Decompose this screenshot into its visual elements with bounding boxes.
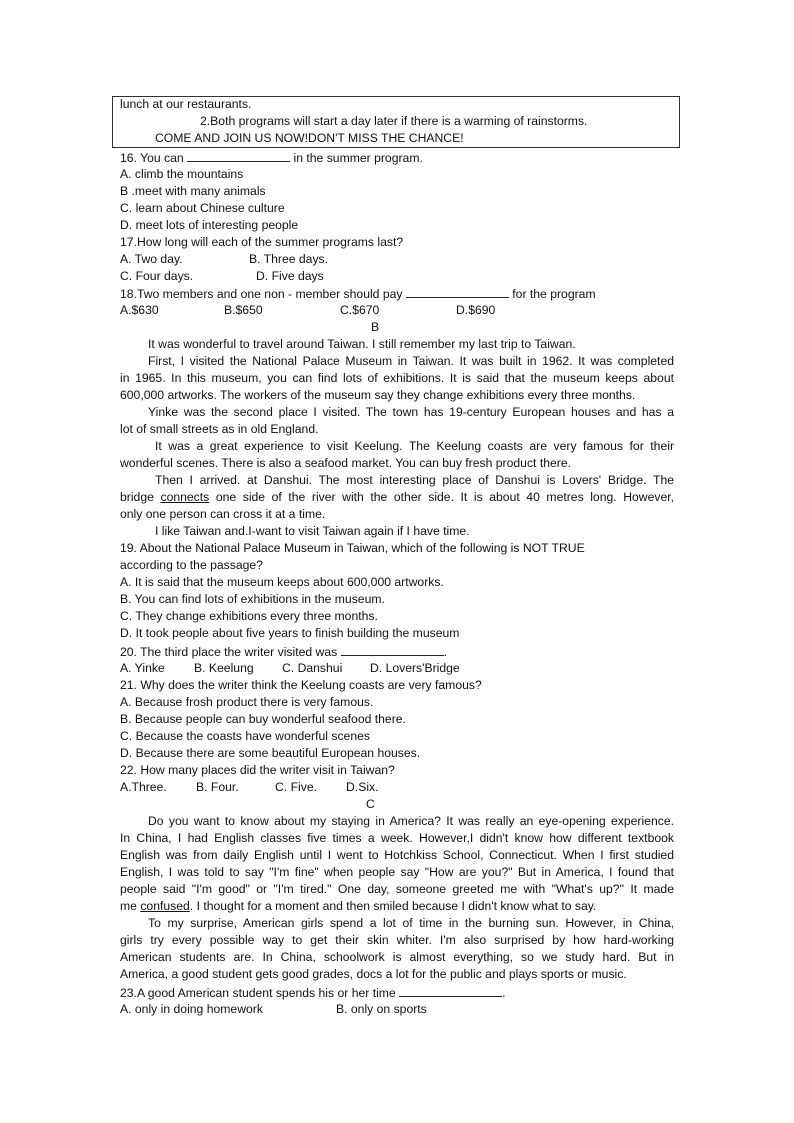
passage-c-para-1-line-1: Do you want to know about my staying in America? It was really an eye-opening experience. (148, 814, 674, 828)
notice-line-1: lunch at our restaurants. (120, 97, 252, 111)
q18-stem-end: for the program (512, 287, 596, 301)
q21-option-a: A. Because frosh product there is very famous. (120, 695, 374, 709)
notice-line-3: COME AND JOIN US NOW!DON'T MISS THE CHANCE! (155, 131, 464, 145)
text-segment: bridge (120, 490, 154, 504)
question-22-stem: 22. How many places did the writer visit in Taiwan? (120, 763, 395, 777)
q18-stem-start: 18.Two members and one non - member should pay (120, 287, 403, 301)
q23-option-a: A. only in doing homework (120, 1002, 263, 1016)
answer-blank (399, 984, 502, 997)
answer-blank (187, 149, 290, 162)
q18-option-d: D.$690 (456, 303, 496, 317)
passage-b-para-4-line-1: It was a great experience to visit Keelung. The Keelung coasts are very famous for their (155, 439, 674, 453)
q19-option-d: D. It took people about five years to finish building the museum (120, 626, 460, 640)
q22-option-a: A.Three. (120, 780, 167, 794)
passage-c-para-1-line-2: In China, I had English classes five times a week. However,I didn't know how different textbook (120, 831, 674, 845)
passage-b-para-5-line-3: only one person can cross it at a time. (120, 507, 326, 521)
passage-b-para-3-line-1: Yinke was the second place I visited. The town has 19-century European houses and has a (148, 405, 674, 419)
q22-option-c: C. Five. (275, 780, 317, 794)
q16-option-d: D. meet lots of interesting people (120, 218, 299, 232)
passage-c-para-2-line-4: America, a good student gets good grades, docs a lot for the public and plays sports or music. (120, 967, 627, 981)
passage-b-label: B (371, 320, 380, 334)
q20-option-b: B. Keelung (194, 661, 254, 675)
passage-b-para-3-line-2: lot of small streets as in old England. (120, 422, 319, 436)
passage-c-label: C (366, 797, 375, 811)
q19-option-b: B. You can find lots of exhibitions in the museum. (120, 592, 385, 606)
question-16-stem (120, 149, 423, 167)
passage-b-para-2-line-3: 600,000 artworks. The workers of the museum say they change exhibitions every three months. (120, 388, 636, 402)
passage-c-para-1-line-5: people said "I'm good" or "I'm tired." One day, someone greeted me with "What's up?" It made (120, 882, 674, 896)
passage-b-para-4-line-2: wonderful scenes. There is also a seafood market. You can buy fresh product there. (120, 456, 571, 470)
underlined-word-connects: connects (160, 490, 210, 504)
underlined-word-confused: confused (140, 899, 190, 913)
q20-stem-text: 20. The third place the writer visited was (120, 645, 338, 659)
q20-option-d: D. Lovers'Bridge (370, 661, 460, 675)
passage-b-para-5-line-1: Then I arrived. at Danshui. The most interesting place of Danshui is Lovers' Bridge. The (155, 473, 674, 487)
q18-option-c: C.$670 (340, 303, 380, 317)
q19-option-a: A. It is said that the museum keeps about 600,000 artworks. (120, 575, 444, 589)
text-segment: one side of the river with the other side. It is about 40 metres long. However, (215, 490, 675, 504)
q20-option-c: C. Danshui (282, 661, 343, 675)
q16-stem-start: 16. You can (120, 151, 184, 165)
passage-b-para-6: I like Taiwan and.I-want to visit Taiwan again if I have time. (155, 524, 470, 538)
passage-c-para-2-line-3: American students are. In China, schoolwork is almost everything, so we study hard. But in (120, 950, 674, 964)
passage-c-para-2-line-2: girls try every possible way to get their skin whiter. I'm also surprised by how hard-working (120, 933, 674, 947)
q16-option-a: A. climb the mountains (120, 167, 244, 181)
q23-stem-end: . (502, 986, 506, 1000)
q17-option-a: A. Two day. (120, 252, 183, 266)
passage-b-para-2-line-1: First, I visited the National Palace Museum in Taiwan. It was built in 1962. It was completed (148, 354, 674, 368)
passage-c-para-1-line-3: English was from daily English until I went to Hotchkiss School, Connecticut. When I first studied (120, 848, 674, 862)
q17-option-d: D. Five days (256, 269, 324, 283)
q21-option-c: C. Because the coasts have wonderful scenes (120, 729, 370, 743)
q16-stem-end: in the summer program. (293, 151, 423, 165)
q23-stem-start: 23.A good American student spends his or her time (120, 986, 396, 1000)
question-23-stem (120, 984, 506, 1002)
q17-option-c: C. Four days. (120, 269, 194, 283)
question-18-stem (120, 285, 596, 303)
passage-c-para-1-line-6 (120, 898, 596, 915)
question-19-stem-line-2: according to the passage? (120, 558, 263, 572)
q16-option-b: B .meet with many animals (120, 184, 266, 198)
q18-option-b: B.$650 (224, 303, 263, 317)
q19-option-c: C. They change exhibitions every three months. (120, 609, 378, 623)
q18-option-a: A.$630 (120, 303, 159, 317)
passage-b-para-2-line-2: in 1965. In this museum, you can find lots of exhibitions. It is said that the museum keeps about (120, 371, 674, 385)
q22-option-d: D.Six. (346, 780, 379, 794)
q17-option-b: B. Three days. (249, 252, 329, 266)
question-20-stem: 20. The third place the writer visited was . (120, 645, 448, 659)
question-19-stem-line-1: 19. About the National Palace Museum in Taiwan, which of the following is NOT TRUE (120, 541, 585, 555)
text-segment: me (120, 899, 137, 913)
q16-option-c: C. learn about Chinese culture (120, 201, 285, 215)
text-segment: . I thought for a moment and then smiled because I didn't know what to say. (189, 899, 597, 913)
q21-option-d: D. Because there are some beautiful European houses. (120, 746, 421, 760)
question-17-stem: 17.How long will each of the summer programs last? (120, 235, 404, 249)
answer-blank (341, 643, 444, 656)
passage-b-para-5-line-2 (120, 489, 674, 506)
q23-option-b: B. only on sports (336, 1002, 427, 1016)
passage-c-para-1-line-4: English, I was told to say "I'm fine" when people say "How are you?" But in America, I found that (120, 865, 674, 879)
question-21-stem: 21. Why does the writer think the Keelung coasts are very famous? (120, 678, 482, 692)
q21-option-b: B. Because people can buy wonderful seafood there. (120, 712, 406, 726)
passage-c-para-2-line-1: To my surprise, American girls spend a lot of time in the burning sun. However, in China, (148, 916, 674, 930)
notice-line-2: 2.Both programs will start a day later if there is a warming of rainstorms. (200, 114, 588, 128)
q22-option-b: B. Four. (196, 780, 239, 794)
answer-blank (406, 285, 509, 298)
q20-option-a: A. Yinke (120, 661, 165, 675)
passage-b-para-1: It was wonderful to travel around Taiwan. I still remember my last trip to Taiwan. (148, 337, 576, 351)
